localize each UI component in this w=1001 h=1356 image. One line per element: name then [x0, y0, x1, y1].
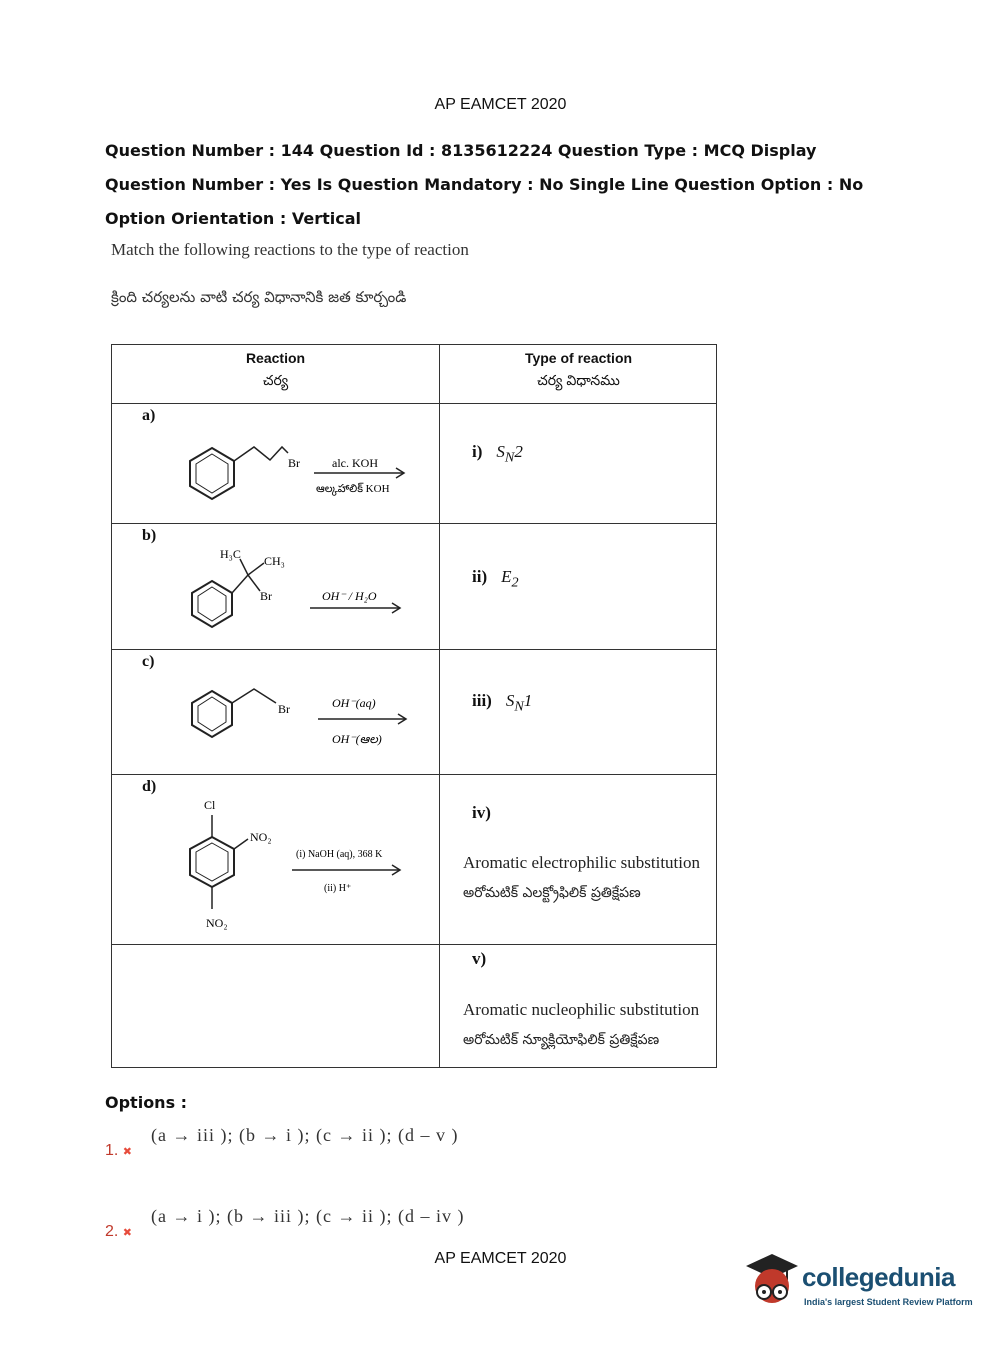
reaction-c-structure: [172, 667, 442, 767]
type-header: Type of reaction చర్య విధానము: [439, 350, 718, 392]
question-telugu: క్రింది చర్యలను వాటి చర్య విధానానికి జత కూర్చండి: [111, 288, 407, 306]
row-divider: [112, 649, 716, 650]
type-v: [463, 995, 699, 1055]
logo-wordmark: collegedunia: [802, 1262, 955, 1292]
row-divider: [112, 774, 716, 775]
question-english: Match the following reactions to the type of reaction: [111, 240, 469, 259]
reagent-bottom-d: (ii) H⁺: [324, 883, 352, 894]
question-meta: Question Number : 144 Question Id : 8135612224 Question Type : MCQ Display Question Number : Yes Is Question Mandatory : No Single Line Question Option : No Option Orientation : Vertical: [105, 141, 864, 228]
type-ii-label: $E_2$: [501, 567, 519, 591]
type-v-roman: v): [472, 949, 487, 968]
option-2-text: (a → i ); (b → iii ); (c → ii ); (d – iv ): [151, 1206, 465, 1226]
row-label-a: a): [142, 407, 156, 424]
substituent-no2: NO₂: [250, 830, 272, 844]
page-header-title: AP EAMCET 2020: [434, 96, 567, 113]
substituent-no2: NO₂: [206, 916, 228, 930]
substituent-br: Br: [278, 702, 290, 716]
row-divider: [112, 403, 716, 404]
row-label-d: d): [142, 778, 157, 795]
option-2[interactable]: 2. ✖ (a → i ); (b → iii ); (c → ii ); (d – iv ): [105, 1206, 465, 1240]
type-i-label: $S_N2$: [496, 442, 523, 466]
page-footer-title: AP EAMCET 2020: [434, 1250, 567, 1267]
collegedunia-logo: [742, 1248, 972, 1318]
type-i: i) $S_N2$: [472, 442, 523, 466]
mascot-icon: [742, 1248, 804, 1312]
option-1[interactable]: 1. ✖ (a → iii ); (b → i ); (c → ii ); (d – v ): [105, 1125, 459, 1159]
row-divider: [112, 523, 716, 524]
wrong-mark-icon: ✖: [122, 1227, 133, 1239]
type-iv: [463, 848, 700, 908]
type-iv-roman: iv): [472, 803, 491, 822]
substituent-ch3: CH₃: [264, 554, 285, 568]
substituent-cl: Cl: [204, 798, 216, 812]
type-iv-label: Aromatic electrophilic substitution: [463, 853, 701, 872]
row-label-c: c): [142, 653, 155, 670]
reaction-d-structure: [172, 791, 442, 941]
substituent-br: Br: [260, 589, 272, 603]
reagent-top-d: (i) NaOH (aq), 368 K: [296, 849, 383, 860]
reagent-top-c: OH⁻(aq): [332, 696, 376, 710]
logo-tagline: India's largest Student Review Platform: [804, 1297, 973, 1307]
reaction-a-structure: [172, 425, 442, 515]
reagent-bottom-c: OH⁻(ఆల): [332, 732, 382, 746]
reagent-top-b: OH⁻ / H₂O: [322, 589, 377, 603]
type-iv-label-telugu: అరోమటిక్ ఎలక్ట్రోఫిలిక్ ప్రతిక్షేపణ: [463, 885, 641, 901]
options-heading: Options :: [105, 1093, 188, 1112]
reaction-b-structure: [172, 543, 442, 643]
row-divider: [112, 944, 716, 945]
type-ii: ii) $E_2$: [472, 567, 519, 591]
reaction-header: Reaction చర్య: [112, 350, 439, 392]
reaction-header-telugu: చర్య: [262, 372, 289, 388]
wrong-mark-icon: ✖: [122, 1146, 133, 1158]
option-1-text: (a → iii ); (b → i ); (c → ii ); (d – v ): [151, 1125, 459, 1145]
type-header-telugu: చర్య విధానము: [537, 372, 620, 388]
reagent-bottom-a: ఆల్కహాలిక్ KOH: [316, 483, 390, 495]
row-label-b: b): [142, 527, 157, 544]
type-v-label: Aromatic nucleophilic substitution: [463, 1000, 700, 1019]
type-v-label-telugu: అరోమటిక్ న్యూక్లియోఫిలిక్ ప్రతిక్షేపణ: [463, 1032, 660, 1048]
substituent-h3c: H₃C: [220, 547, 241, 561]
type-iii-label: $S_N1$: [505, 691, 533, 715]
substituent-br: Br: [288, 456, 300, 470]
type-iii: iii) $S_N1$: [472, 691, 533, 715]
reagent-top-a: alc. KOH: [332, 456, 378, 470]
match-table: [111, 344, 717, 1068]
